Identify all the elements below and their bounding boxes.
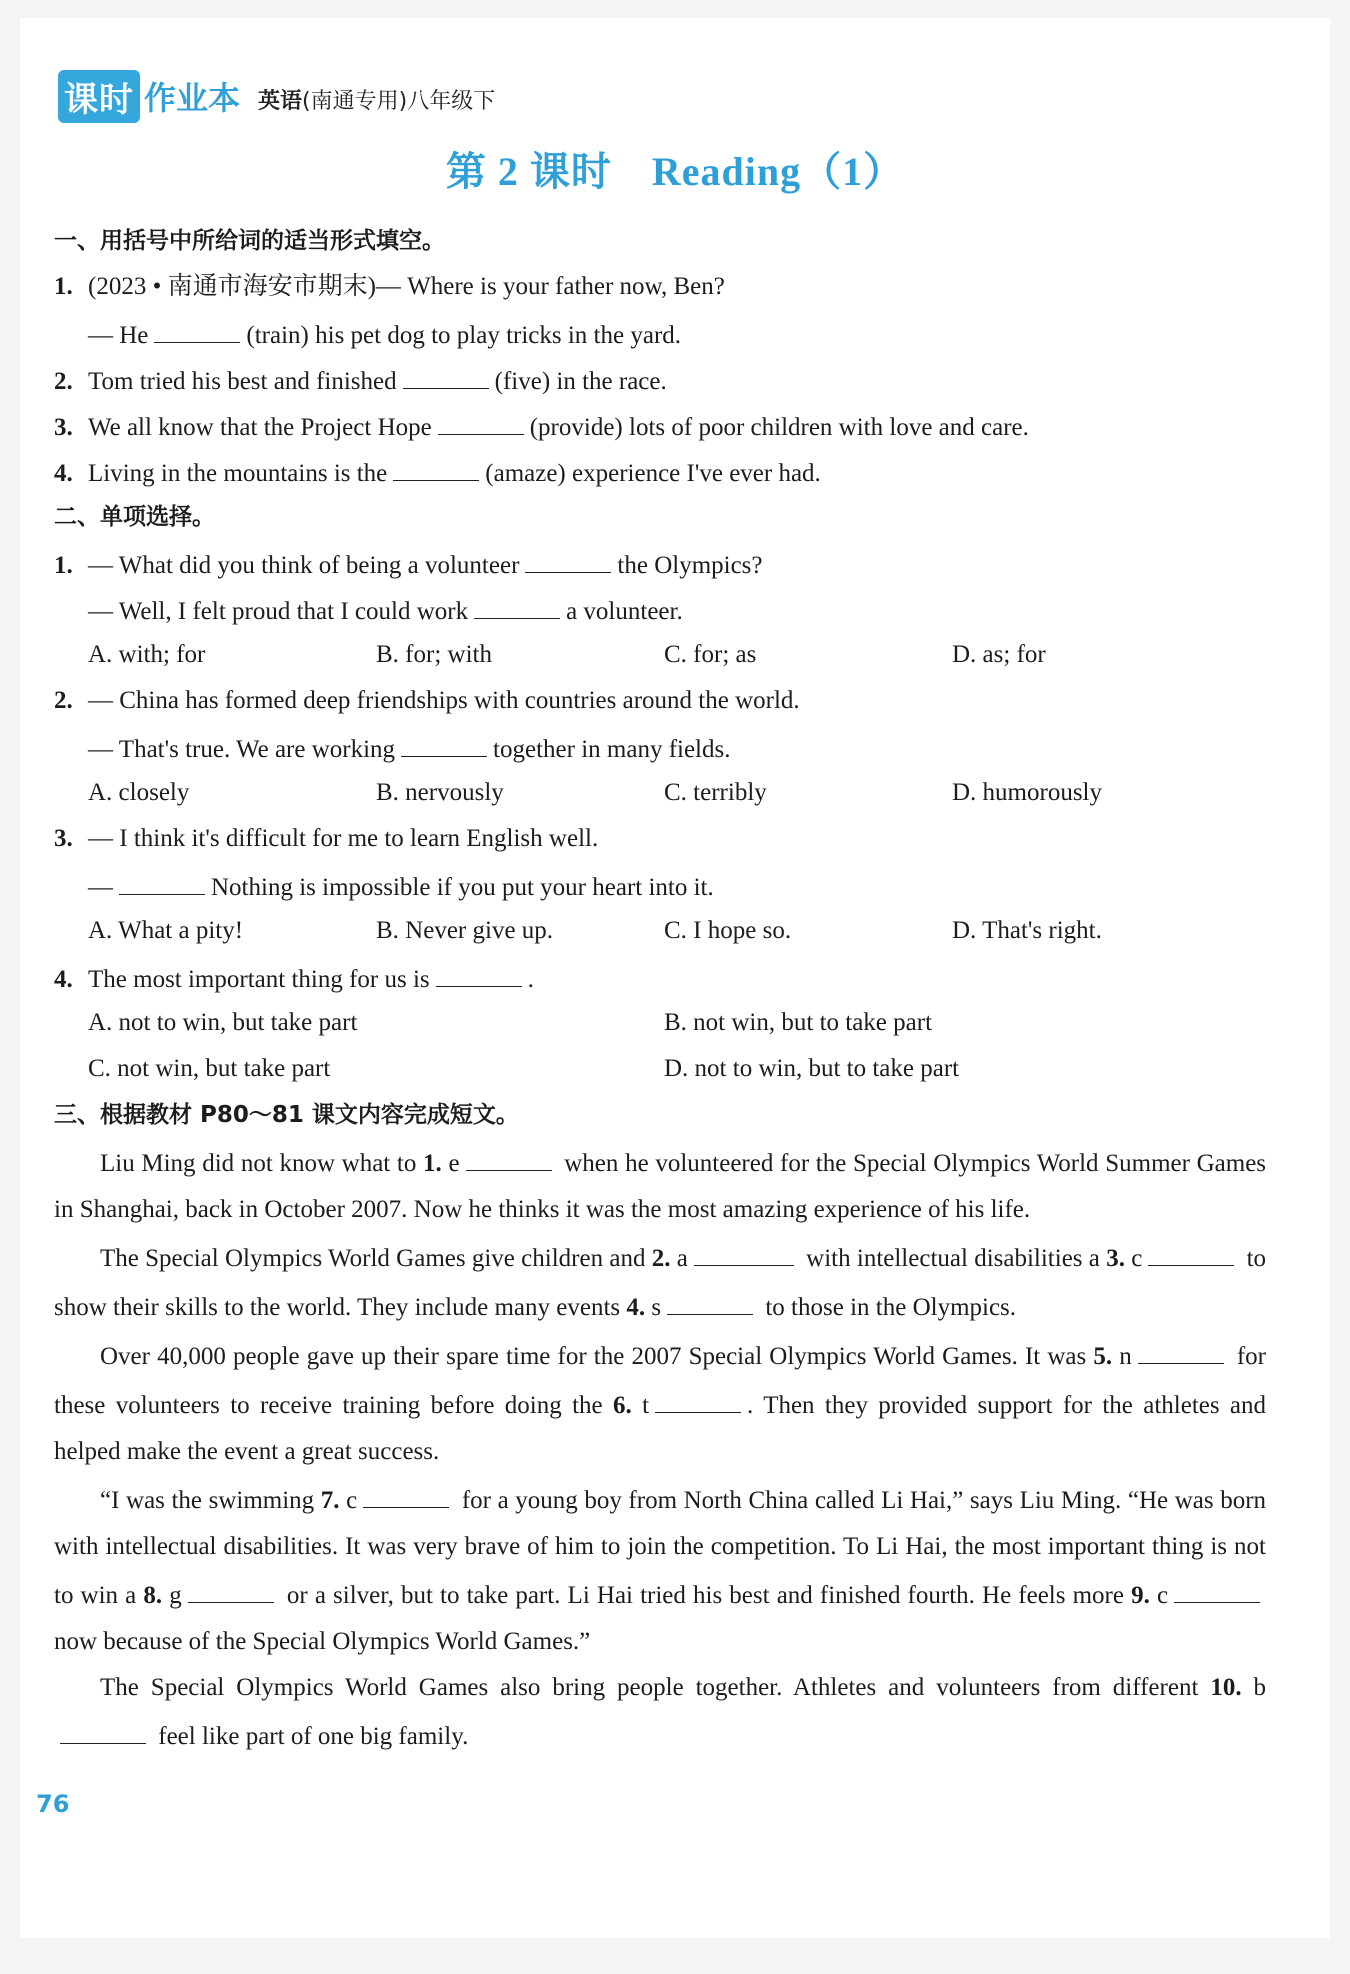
answer-blank[interactable] bbox=[1148, 1233, 1234, 1266]
q-text: — China has formed deep friendships with countries around the world. bbox=[88, 687, 800, 714]
q-num: 4. bbox=[54, 460, 73, 487]
first-letter: s bbox=[651, 1294, 662, 1321]
answer-blank[interactable] bbox=[466, 1138, 552, 1171]
option-b[interactable]: B. for; with bbox=[376, 641, 492, 668]
s1-question-4 bbox=[54, 448, 1266, 494]
passage-text: The Special Olympics World Games give children and bbox=[100, 1245, 646, 1272]
option-b[interactable]: B. nervously bbox=[376, 779, 504, 806]
q-text: The most important thing for us is bbox=[88, 966, 430, 993]
option-a[interactable]: A. What a pity! bbox=[88, 917, 244, 944]
passage-text: for these volunteers to receive training before doing the bbox=[54, 1343, 1267, 1419]
option-a[interactable]: A. not to win, but take part bbox=[88, 1009, 358, 1036]
passage-paragraph-5 bbox=[54, 1665, 1266, 1760]
answer-blank[interactable] bbox=[525, 540, 611, 573]
q-text: Nothing is impossible if you put your heart into it. bbox=[211, 874, 714, 901]
q-text: We all know that the Project Hope bbox=[88, 414, 432, 441]
s2-q3-options bbox=[54, 908, 1266, 954]
s2-q2-options bbox=[54, 770, 1266, 816]
passage-paragraph-2 bbox=[54, 1233, 1266, 1331]
answer-blank[interactable] bbox=[1174, 1570, 1260, 1603]
q-text: Tom tried his best and finished bbox=[88, 368, 397, 395]
option-d[interactable]: D. That's right. bbox=[952, 917, 1102, 944]
exercises bbox=[54, 218, 1266, 1760]
q-text: — Well, I felt proud that I could work bbox=[88, 598, 469, 625]
section3-title: 三、根据教材 P80～81 课文内容完成短文。 bbox=[54, 1102, 519, 1128]
blank-number: 6. bbox=[612, 1392, 632, 1419]
q-text: — What did you think of being a volunteer bbox=[88, 552, 520, 579]
section2-title: 二、单项选择。 bbox=[54, 504, 215, 530]
option-c[interactable]: C. terribly bbox=[664, 779, 767, 806]
passage-paragraph-1 bbox=[54, 1138, 1266, 1233]
passage-text: to those in the Olympics. bbox=[765, 1294, 1017, 1321]
answer-blank[interactable] bbox=[694, 1233, 794, 1266]
q-num: 3. bbox=[54, 825, 73, 852]
answer-blank[interactable] bbox=[655, 1380, 741, 1413]
lesson-number: 第 2 课时 bbox=[445, 149, 612, 194]
option-a[interactable]: A. closely bbox=[88, 779, 190, 806]
passage-text: when he volunteered for the Special Olympics World Summer Games in Shanghai, back in October 2007. Now he thinks it was the most amazing experience of his life. bbox=[54, 1150, 1267, 1223]
lesson-title bbox=[20, 140, 1330, 197]
lesson-name: Reading（1） bbox=[651, 149, 905, 194]
cloze-passage bbox=[54, 1138, 1266, 1760]
s2-q4-options-row1 bbox=[54, 1000, 1266, 1046]
logo-box: 课时 bbox=[58, 70, 140, 123]
blank-number: 2. bbox=[651, 1245, 671, 1272]
passage-text: now because of the Special Olympics World Games.” bbox=[54, 1628, 591, 1655]
first-letter: n bbox=[1119, 1343, 1132, 1370]
option-c[interactable]: C. I hope so. bbox=[664, 917, 792, 944]
q-text: — I think it's difficult for me to learn English well. bbox=[88, 825, 599, 852]
blank-number: 8. bbox=[143, 1582, 163, 1609]
option-b[interactable]: B. not win, but to take part bbox=[664, 1009, 933, 1036]
answer-blank[interactable] bbox=[393, 448, 479, 481]
blank-number: 5. bbox=[1093, 1343, 1113, 1370]
page-number: 76 bbox=[36, 1790, 70, 1818]
q-text: together in many fields. bbox=[493, 736, 731, 763]
option-b[interactable]: B. Never give up. bbox=[376, 917, 554, 944]
blank-number: 4. bbox=[626, 1294, 646, 1321]
q-num: 2. bbox=[54, 368, 73, 395]
blank-number: 9. bbox=[1131, 1582, 1150, 1609]
passage-text: The Special Olympics World Games also bring people together. Athletes and volunteers from different bbox=[100, 1674, 1199, 1701]
q-num: 4. bbox=[54, 966, 73, 993]
s2-question-2 bbox=[54, 678, 1266, 724]
q-text: Living in the mountains is the bbox=[88, 460, 388, 487]
first-letter: t bbox=[642, 1392, 650, 1419]
answer-blank[interactable] bbox=[401, 724, 487, 757]
answer-blank[interactable] bbox=[119, 862, 205, 895]
subject: 英语 bbox=[258, 88, 303, 114]
passage-paragraph-3 bbox=[54, 1331, 1266, 1475]
option-d[interactable]: D. humorously bbox=[952, 779, 1102, 806]
q-text: — He bbox=[88, 322, 149, 349]
blank-number: 3. bbox=[1106, 1245, 1125, 1272]
first-letter: c bbox=[346, 1487, 358, 1514]
q-text: . bbox=[527, 966, 534, 993]
option-c[interactable]: C. not win, but take part bbox=[88, 1055, 331, 1082]
passage-text: or a silver, but to take part. Li Hai tried his best and finished fourth. He feels more bbox=[286, 1582, 1124, 1609]
s2-question-3-reply bbox=[54, 862, 1266, 908]
answer-blank[interactable] bbox=[667, 1282, 753, 1315]
answer-blank[interactable] bbox=[474, 586, 560, 619]
passage-text: . Then they provided support for the athletes and helped make the event a great success. bbox=[54, 1392, 1267, 1465]
first-letter: b bbox=[1253, 1674, 1267, 1701]
answer-blank[interactable] bbox=[363, 1475, 449, 1508]
blank-number: 1. bbox=[423, 1150, 442, 1177]
first-letter: c bbox=[1131, 1245, 1143, 1272]
answer-blank[interactable] bbox=[438, 402, 524, 435]
edition: (南通专用)八年级下 bbox=[302, 88, 496, 114]
answer-blank[interactable] bbox=[403, 356, 489, 389]
first-letter: c bbox=[1156, 1582, 1169, 1609]
book-subtitle bbox=[258, 84, 495, 115]
q-text: (five) in the race. bbox=[494, 368, 667, 395]
option-c[interactable]: C. for; as bbox=[664, 641, 757, 668]
q-text: (amaze) experience I've ever had. bbox=[485, 460, 821, 487]
first-letter: e bbox=[448, 1150, 460, 1177]
option-d[interactable]: D. as; for bbox=[952, 641, 1046, 668]
q-text: — That's true. We are working bbox=[88, 736, 396, 763]
passage-text: feel like part of one big family. bbox=[158, 1723, 469, 1750]
s2-question-1 bbox=[54, 540, 1266, 586]
s2-question-3 bbox=[54, 816, 1266, 862]
passage-text: with intellectual disabilities a bbox=[806, 1245, 1100, 1272]
q-num: 3. bbox=[54, 414, 73, 441]
s1-question-1-answer bbox=[54, 310, 1266, 356]
passage-paragraph-4 bbox=[54, 1475, 1266, 1665]
passage-text: for a young boy from North China called Li Hai,” says Liu Ming. “He was born with intellectual disabilities. It was very brave of him to join the competition. To Li Hai, the most important thing is not to win a bbox=[54, 1487, 1267, 1609]
first-letter: g bbox=[169, 1582, 182, 1609]
option-a[interactable]: A. with; for bbox=[88, 641, 206, 668]
q-num: 2. bbox=[54, 687, 73, 714]
s2-question-4 bbox=[54, 954, 1266, 1000]
answer-blank[interactable] bbox=[436, 954, 522, 987]
blank-number: 10. bbox=[1210, 1674, 1242, 1701]
answer-blank[interactable] bbox=[1138, 1331, 1224, 1364]
q-num: 1. bbox=[54, 273, 73, 300]
s2-question-1-reply bbox=[54, 586, 1266, 632]
q-text: (train) his pet dog to play tricks in the yard. bbox=[246, 322, 682, 349]
blank-number: 7. bbox=[320, 1487, 340, 1514]
logo-text: 作业本 bbox=[144, 79, 241, 117]
q-text: a volunteer. bbox=[566, 598, 683, 625]
first-letter: a bbox=[676, 1245, 688, 1272]
q-num: 1. bbox=[54, 552, 73, 579]
option-d[interactable]: D. not to win, but to take part bbox=[664, 1055, 960, 1082]
q-text: (2023 • 南通市海安市期末)— Where is your father now, Ben? bbox=[88, 273, 725, 300]
answer-blank[interactable] bbox=[154, 310, 240, 343]
q-text: the Olympics? bbox=[617, 552, 763, 579]
answer-blank[interactable] bbox=[188, 1570, 274, 1603]
passage-text: Over 40,000 people gave up their spare time for the 2007 Special Olympics World Games. It was bbox=[100, 1343, 1087, 1370]
passage-text: “I was the swimming bbox=[100, 1487, 315, 1514]
s2-q1-options bbox=[54, 632, 1266, 678]
book-header bbox=[58, 66, 495, 126]
s1-question-2 bbox=[54, 356, 1266, 402]
s2-question-2-reply bbox=[54, 724, 1266, 770]
passage-text: Liu Ming did not know what to bbox=[100, 1150, 417, 1177]
q-text: — bbox=[88, 874, 113, 901]
s1-question-1 bbox=[54, 264, 1266, 310]
s1-question-3 bbox=[54, 402, 1266, 448]
s2-q4-options-row2 bbox=[54, 1046, 1266, 1092]
q-text: (provide) lots of poor children with love and care. bbox=[529, 414, 1029, 441]
answer-blank[interactable] bbox=[60, 1711, 146, 1744]
passage-text: to show their skills to the world. They include many events bbox=[54, 1245, 1267, 1321]
worksheet-page bbox=[20, 18, 1330, 1938]
section1-title: 一、用括号中所给词的适当形式填空。 bbox=[54, 228, 445, 254]
